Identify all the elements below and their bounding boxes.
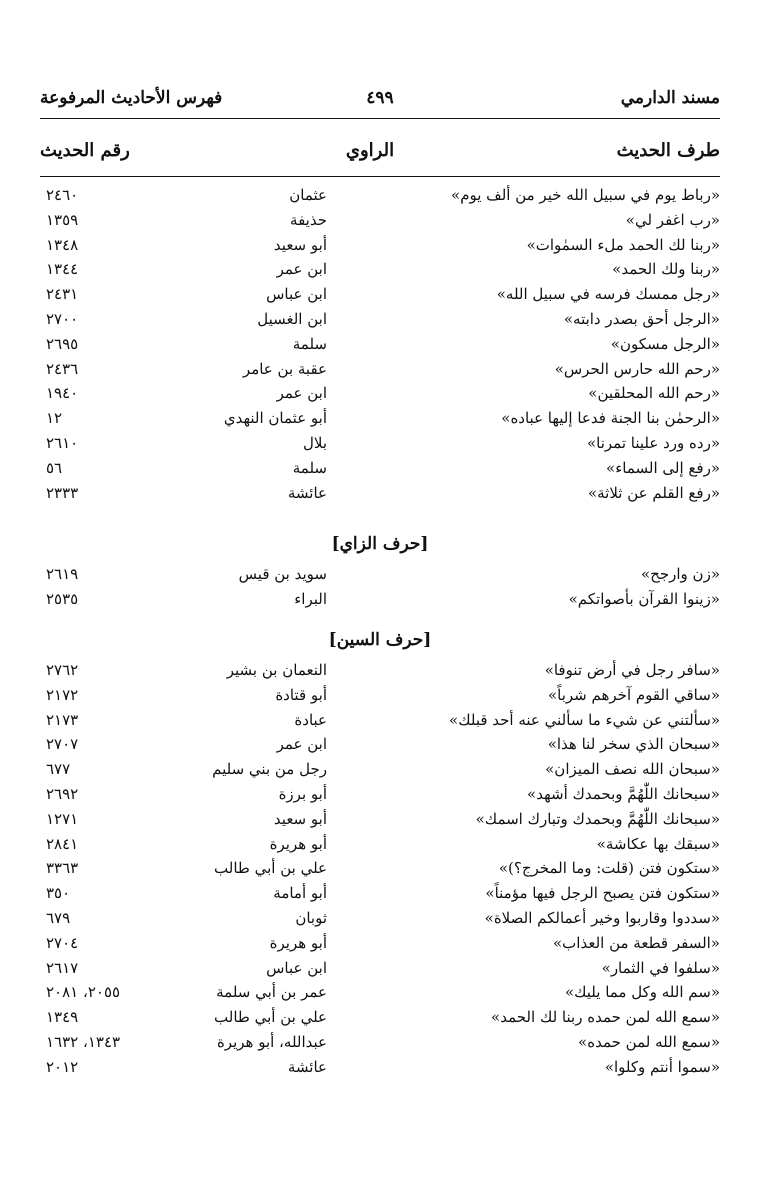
hadith-number: ٣٥٠ — [46, 884, 71, 903]
index-row — [40, 708, 720, 733]
narrator: ابن عباس — [266, 285, 327, 304]
index-row — [40, 980, 720, 1005]
hadith-text: «رب اغفر لي» — [625, 210, 720, 229]
narrator: عائشة — [287, 483, 327, 502]
hadith-text: «سموا أنتم وكلوا» — [604, 1057, 720, 1076]
index-row — [40, 307, 720, 332]
hadith-number: ٢٦١٩ — [46, 565, 79, 583]
index-row — [40, 782, 720, 807]
narrator: البراء — [294, 589, 327, 608]
index-row — [40, 208, 720, 233]
hadith-text: «الرحمٰن بنا الجنة فدعا إليها عباده» — [501, 409, 720, 428]
hadith-number: ٢٧٦٢ — [46, 661, 79, 679]
index-row — [40, 906, 720, 931]
narrator: أبو هريرة — [269, 933, 327, 952]
index-row — [40, 257, 720, 282]
hadith-text: «سألتني عن شيء ما سألني عنه أحد قبلك» — [449, 710, 720, 729]
index-row — [40, 807, 720, 832]
hadith-text: «رحم الله المحلقين» — [588, 384, 720, 403]
index-row — [40, 332, 720, 357]
hadith-number: ٢١٧٢ — [46, 685, 79, 704]
hadith-number: ٢٣٣٣ — [46, 483, 79, 502]
narrator: أبو هريرة — [269, 834, 327, 853]
hadith-number: ٢٤٦٠ — [46, 186, 79, 204]
hadith-text: «سددوا وقاربوا وخير أعمالكم الصلاة» — [484, 908, 720, 927]
index-row — [40, 481, 720, 506]
narrator: أبو عثمان النهدي — [223, 409, 327, 428]
narrator: رجل من بني سليم — [212, 760, 327, 779]
index-row — [40, 587, 720, 612]
index-row — [40, 431, 720, 456]
index-section — [40, 183, 720, 505]
page-number: ٤٩٩ — [366, 88, 394, 108]
narrator: علي بن أبي طالب — [214, 1008, 327, 1027]
hadith-number: ١٣٤٨ — [46, 235, 79, 254]
hadith-text: «زينوا القرآن بأصواتكم» — [568, 589, 720, 608]
index-row — [40, 282, 720, 307]
hadith-number: ١٣٤٤ — [46, 260, 79, 279]
hadith-text: «سلفوا في الثمار» — [601, 958, 720, 977]
narrator: أبو برزة — [278, 784, 327, 803]
narrator: أبو سعيد — [273, 235, 327, 254]
narrator: أبو قتادة — [275, 685, 327, 704]
hadith-number: ٢٦٩٥ — [46, 334, 79, 353]
column-header-number: رقم الحديث — [40, 140, 130, 161]
column-headers — [40, 140, 720, 176]
narrator: أبو أمامة — [273, 884, 327, 903]
index-section — [40, 562, 720, 612]
narrator: ابن عباس — [266, 958, 327, 977]
column-header-rawi: الراوي — [345, 140, 395, 161]
narrator: عثمان — [289, 186, 327, 204]
index-section — [40, 658, 720, 1080]
hadith-number: ٦٧٧ — [46, 760, 71, 779]
narrator: عمر بن أبي سلمة — [216, 983, 327, 1002]
narrator: بلال — [302, 433, 327, 452]
hadith-text: «سبقك بها عكاشة» — [596, 834, 720, 853]
hadith-text: «سافر رجل في أرض تنوفا» — [544, 661, 720, 679]
hadith-text: «ربنا لك الحمد ملء السمٰوات» — [526, 235, 720, 254]
hadith-text: «السفر قطعة من العذاب» — [553, 933, 720, 952]
hadith-number: ٥٦ — [46, 458, 63, 477]
narrator: عبادة — [294, 710, 327, 729]
running-head — [40, 88, 720, 119]
index-row — [40, 357, 720, 382]
hadith-number: ٢٦٩٢ — [46, 784, 79, 803]
hadith-text: «سبحان الله نصف الميزان» — [545, 760, 720, 779]
header-divider — [40, 176, 720, 177]
narrator: النعمان بن بشير — [226, 661, 327, 679]
index-row — [40, 233, 720, 258]
narrator: عائشة — [287, 1057, 327, 1076]
hadith-number: ٦٧٩ — [46, 908, 71, 927]
hadith-number: ٢٤٣٦ — [46, 359, 79, 378]
index-row — [40, 757, 720, 782]
narrator: ابن الغسيل — [257, 309, 327, 328]
hadith-text: «سمع الله لمن حمده ربنا لك الحمد» — [491, 1008, 720, 1027]
narrator: سلمة — [292, 458, 327, 477]
hadith-text: «ساقي القوم آخرهم شرباً» — [547, 685, 720, 704]
index-row — [40, 856, 720, 881]
hadith-number: ١٢٧١ — [46, 809, 79, 828]
hadith-text: «رجل ممسك فرسه في سبيل الله» — [496, 285, 720, 304]
index-row — [40, 406, 720, 431]
book-title: مسند الدارمي — [620, 88, 720, 108]
narrator: عبدالله، أبو هريرة — [216, 1032, 327, 1051]
hadith-number: ٢٤٣١ — [46, 285, 79, 304]
narrator: عقبة بن عامر — [242, 359, 327, 378]
narrator: ابن عمر — [276, 260, 327, 279]
hadith-number: ٢٨٤١ — [46, 834, 79, 853]
index-row — [40, 832, 720, 857]
narrator: ثوبان — [295, 908, 327, 927]
hadith-number: ٢٧٠٠ — [46, 309, 79, 328]
index-row — [40, 183, 720, 208]
hadith-number: ٢٦١٧ — [46, 958, 79, 977]
hadith-number: ١٣٤٣، ١٦٣٢ — [46, 1032, 121, 1051]
index-row — [40, 1030, 720, 1055]
narrator: حذيفة — [290, 210, 327, 229]
narrator: سلمة — [292, 334, 327, 353]
narrator: ابن عمر — [276, 735, 327, 754]
hadith-number: ٢٠١٢ — [46, 1057, 79, 1076]
hadith-number: ٢٦١٠ — [46, 433, 79, 452]
index-row — [40, 562, 720, 587]
index-row — [40, 456, 720, 481]
narrator: سويد بن قيس — [238, 565, 327, 583]
index-row — [40, 956, 720, 981]
index-row — [40, 658, 720, 683]
hadith-number: ٢٧٠٤ — [46, 933, 79, 952]
hadith-text: «ربنا ولك الحمد» — [612, 260, 720, 279]
hadith-number: ١٢ — [46, 409, 63, 428]
hadith-text: «سم الله وكل مما يليك» — [564, 983, 720, 1002]
hadith-number: ١٩٤٠ — [46, 384, 79, 403]
hadith-number: ٢١٧٣ — [46, 710, 79, 729]
hadith-number: ١٣٥٩ — [46, 210, 79, 229]
hadith-text: «رفع القلم عن ثلاثة» — [587, 483, 720, 502]
narrator: ابن عمر — [276, 384, 327, 403]
hadith-number: ١٣٤٩ — [46, 1008, 79, 1027]
index-row — [40, 381, 720, 406]
hadith-text: «سبحان الذي سخر لنا هذا» — [547, 735, 720, 754]
hadith-text: «الرجل مسكون» — [610, 334, 720, 353]
index-title: فهرس الأحاديث المرفوعة — [40, 88, 223, 108]
hadith-number: ٢٧٠٧ — [46, 735, 79, 754]
hadith-number: ٢٠٥٥، ٢٠٨١ — [46, 983, 121, 1002]
hadith-text: «رده ورد علينا تمرنا» — [586, 433, 720, 452]
hadith-text: «زن وارجح» — [641, 565, 720, 583]
hadith-text: «سبحانك اللّٰهُمَّ وبحمدك وتبارك اسمك» — [475, 809, 720, 828]
column-header-hadith: طرف الحديث — [616, 140, 720, 161]
hadith-text: «ستكون فتن يصبح الرجل فيها مؤمناً» — [485, 884, 720, 903]
hadith-text: «سمع الله لمن حمده» — [578, 1032, 720, 1051]
index-row — [40, 881, 720, 906]
index-row — [40, 1005, 720, 1030]
narrator: علي بن أبي طالب — [214, 859, 327, 878]
hadith-text: «الرجل أحق بصدر دابته» — [563, 309, 720, 328]
hadith-text: «رحم الله حارس الحرس» — [554, 359, 720, 378]
index-row — [40, 1055, 720, 1080]
index-row — [40, 931, 720, 956]
hadith-text: «سبحانك اللّٰهُمَّ وبحمدك أشهد» — [527, 784, 720, 803]
index-row — [40, 683, 720, 708]
hadith-text: «رباط يوم في سبيل الله خير من ألف يوم» — [451, 186, 720, 204]
hadith-number: ٣٣٦٣ — [46, 859, 79, 878]
index-row — [40, 732, 720, 757]
section-title: [حرف السين] — [328, 630, 432, 650]
hadith-text: «ستكون فتن (قلت: وما المخرج؟)» — [498, 859, 720, 878]
hadith-number: ٢٥٣٥ — [46, 589, 79, 608]
section-title: [حرف الزاي] — [331, 534, 429, 554]
narrator: أبو سعيد — [273, 809, 327, 828]
hadith-text: «رفع إلى السماء» — [606, 458, 720, 477]
